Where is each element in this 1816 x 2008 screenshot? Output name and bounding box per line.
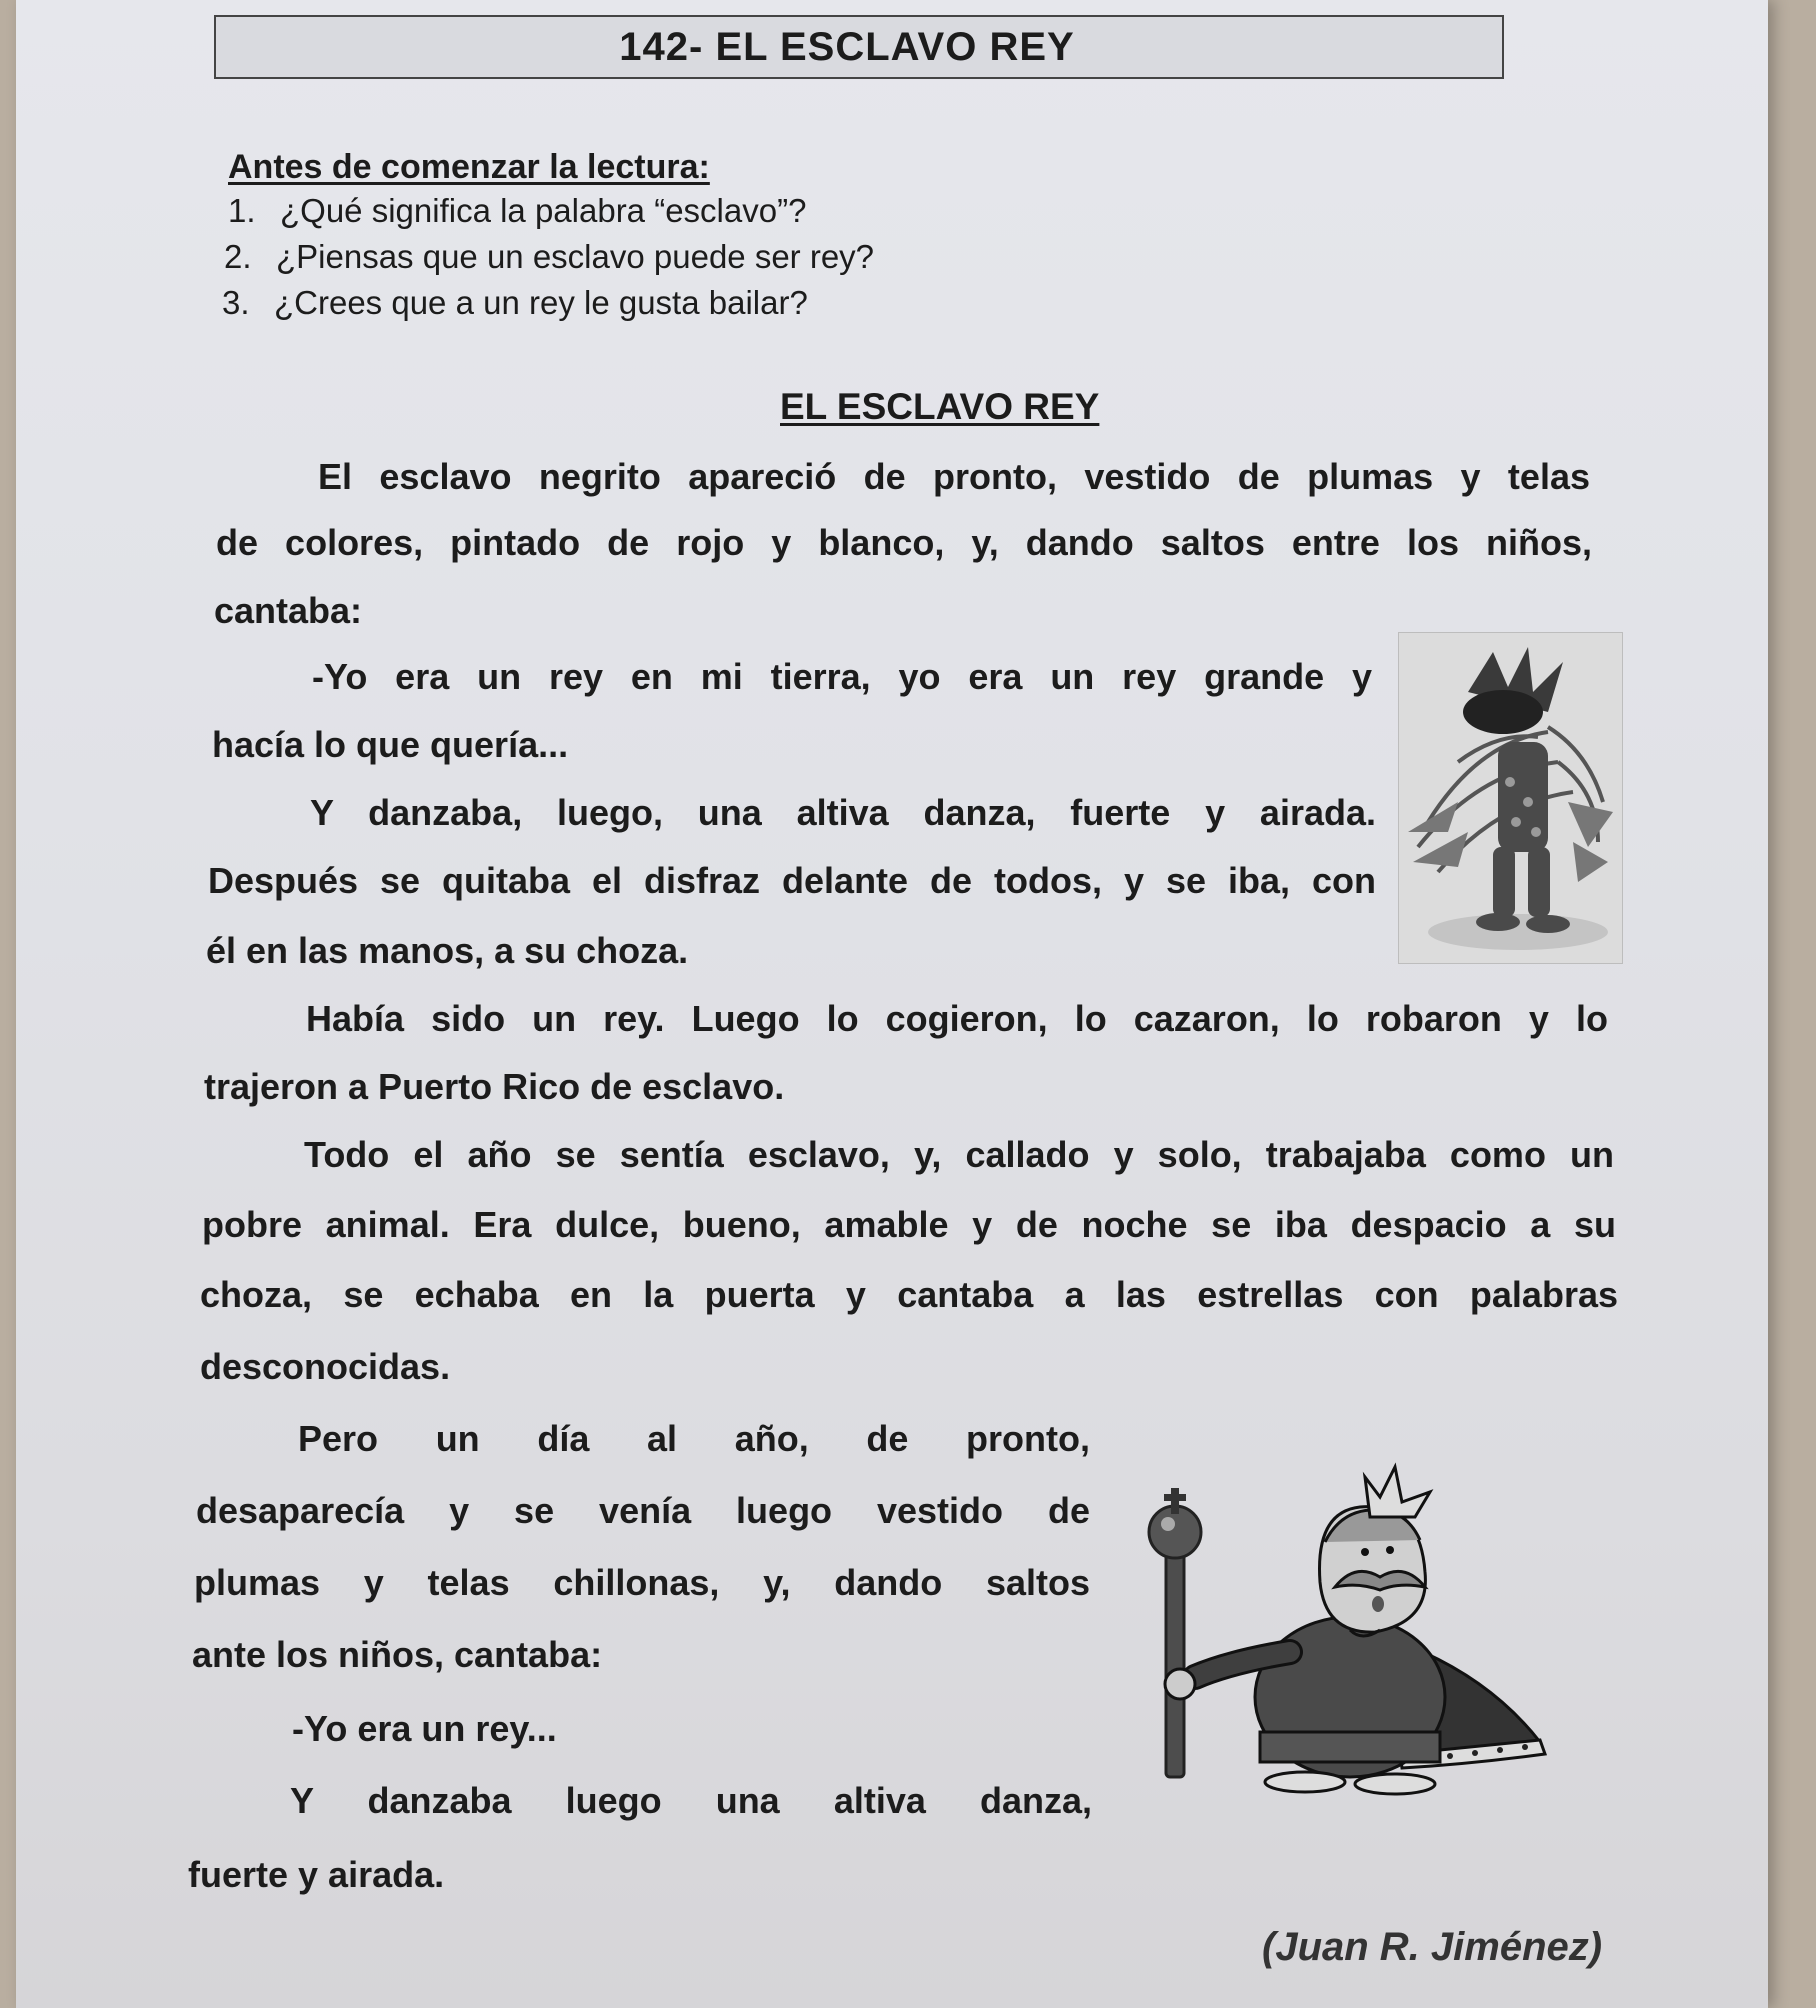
story-line: Después se quitaba el disfraz delante de todos, y se iba, con <box>208 860 1376 901</box>
story-line: pobre animal. Era dulce, bueno, amable y de noche se iba despacio a su <box>202 1204 1616 1245</box>
story-line: Pero un día al año, de pronto, <box>298 1418 1090 1459</box>
story-line: trajeron a Puerto Rico de esclavo. <box>204 1066 785 1107</box>
page-title: 142- EL ESCLAVO REY <box>619 24 1075 69</box>
title-box <box>214 15 1504 79</box>
story-line: él en las manos, a su choza. <box>206 930 689 971</box>
story-line: Todo el año se sentía esclavo, y, callado y solo, trabajaba como un <box>304 1134 1614 1175</box>
story-line: fuerte y airada. <box>188 1854 445 1895</box>
story-title: EL ESCLAVO REY <box>780 386 1100 427</box>
story-line: -Yo era un rey en mi tierra, yo era un rey grande y <box>312 656 1372 697</box>
question-text: ¿Crees que a un rey le gusta bailar? <box>274 284 808 321</box>
scepter-icon <box>1149 1488 1201 1777</box>
story-line: hacía lo que quería... <box>212 724 569 765</box>
question-2 <box>224 238 874 276</box>
story-line: cantaba: <box>214 590 363 631</box>
question-number: 2. <box>224 238 252 275</box>
story-line: Había sido un rey. Luego lo cogieron, lo cazaron, lo robaron y lo <box>306 998 1608 1039</box>
story-line: ante los niños, cantaba: <box>192 1634 603 1675</box>
story-line: de colores, pintado de rojo y blanco, y, dando saltos entre los niños, <box>216 522 1592 563</box>
story-line: Y danzaba luego una altiva danza, <box>290 1780 1092 1821</box>
question-1 <box>228 192 806 230</box>
story-line: Y danzaba, luego, una altiva danza, fuerte y airada. <box>310 792 1376 833</box>
author-credit: (Juan R. Jiménez) <box>1262 1925 1603 1969</box>
question-text: ¿Qué significa la palabra “esclavo”? <box>280 192 807 229</box>
story-line: -Yo era un rey... <box>292 1708 557 1749</box>
story-line: desaparecía y se venía luego vestido de <box>196 1490 1090 1531</box>
story-line: El esclavo negrito apareció de pronto, vestido de plumas y telas <box>318 456 1590 497</box>
pre-reading-heading: Antes de comenzar la lectura: <box>228 148 710 186</box>
story-line: desconocidas. <box>200 1346 451 1387</box>
question-3 <box>222 284 808 322</box>
story-line: choza, se echaba en la puerta y cantaba a las estrellas con palabras <box>200 1274 1618 1315</box>
question-text: ¿Piensas que un esclavo puede ser rey? <box>276 238 875 275</box>
feathered-dancer-photo <box>1398 632 1623 964</box>
cartoon-king-illustration <box>1140 1462 1560 1802</box>
question-number: 3. <box>222 284 250 321</box>
question-number: 1. <box>228 192 256 229</box>
story-line: plumas y telas chillonas, y, dando saltos <box>194 1562 1090 1603</box>
